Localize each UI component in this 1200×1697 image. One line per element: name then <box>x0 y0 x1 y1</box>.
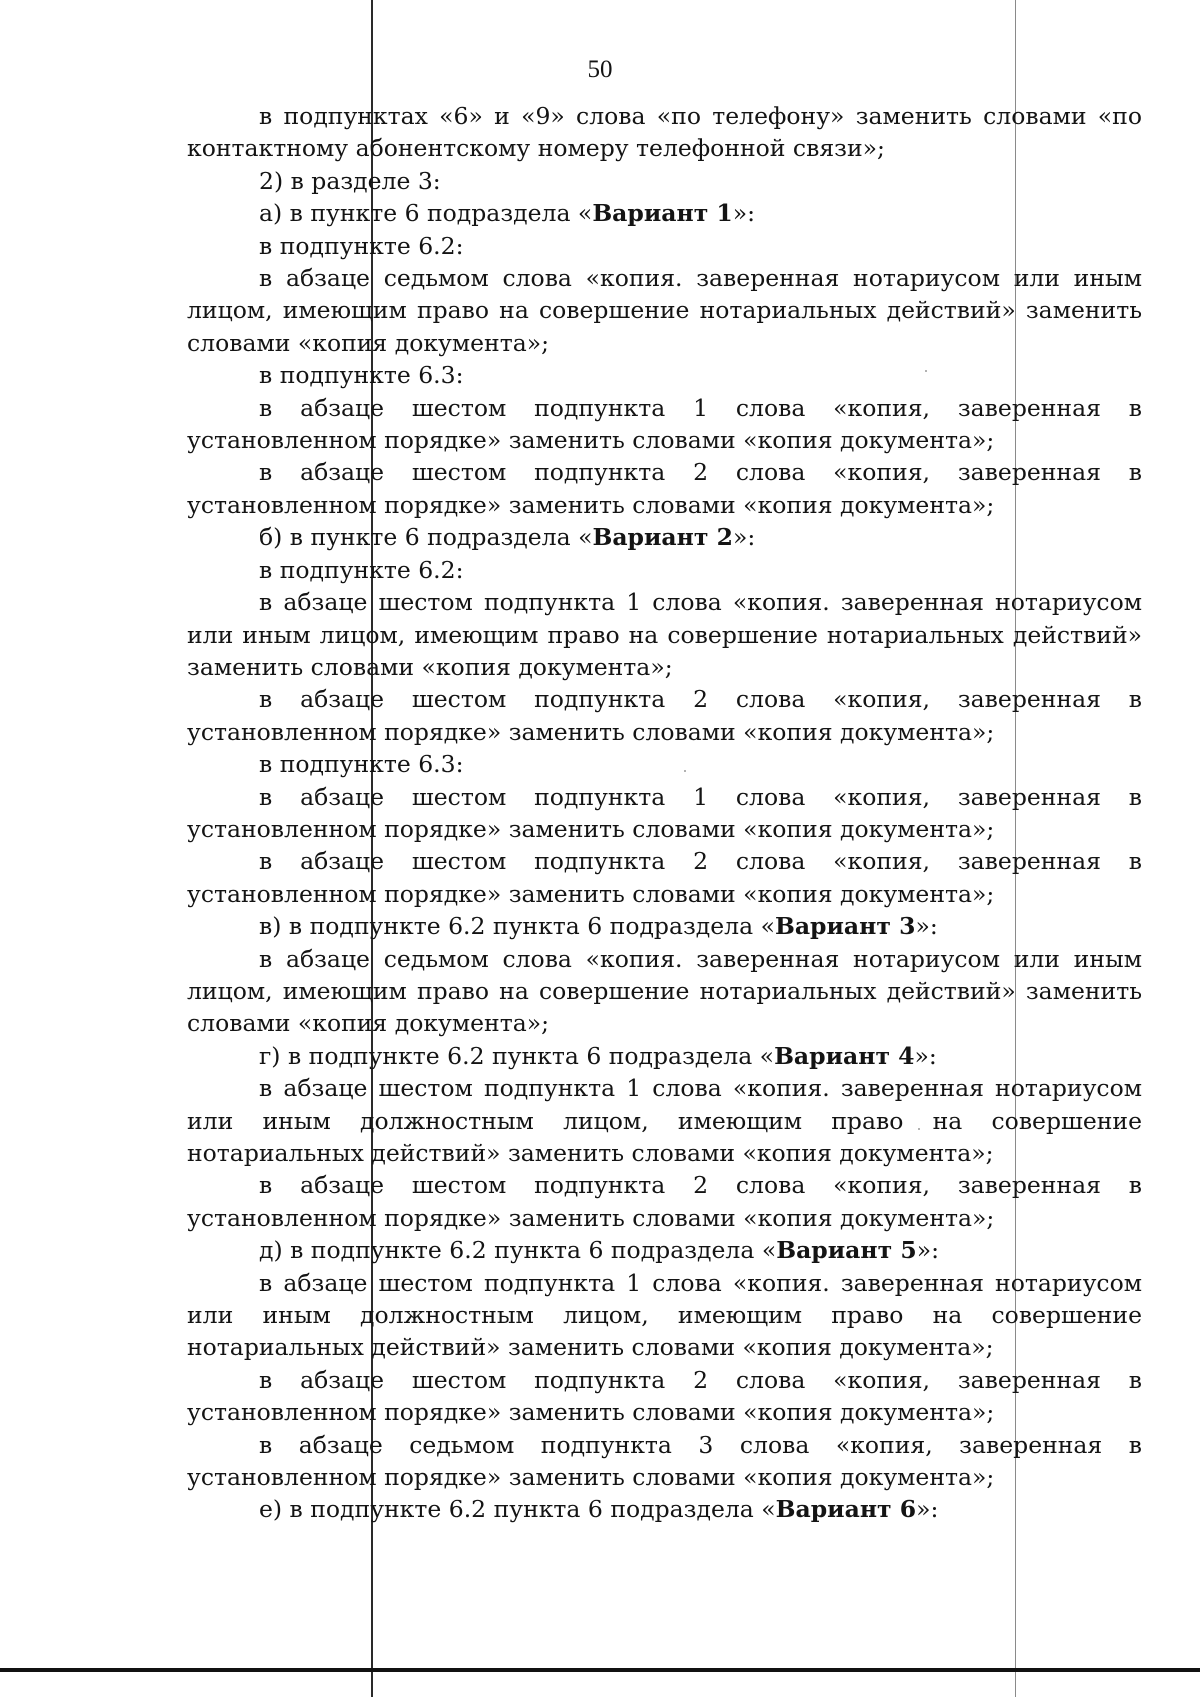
variant-name: Вариант 1 <box>592 199 733 228</box>
paragraph: в абзаце шестом подпункта 1 слова «копия. заверенная нотариусом или иным должностным лицом, имеющим право на совершение нотариальных действий» заменить словами «копия документа»; <box>187 1268 1142 1362</box>
paragraph: в абзаце шестом подпункта 1 слова «копия. заверенная нотариусом или иным должностным лицом, имеющим право на совершение нотариальных действий» заменить словами «копия документа»; <box>187 1074 1142 1167</box>
paragraph: в абзаце шестом подпункта 1 слова «копия, заверенная в установленном порядке» заменить словами «копия документа»; <box>187 782 1142 843</box>
paragraph: в абзаце шестом подпункта 2 слова «копия, заверенная в установленном порядке» заменить словами «копия документа»; <box>187 1171 1142 1232</box>
paragraph: в подпунктах «6» и «9» слова «по телефону» заменить словами «по контактному абонентскому номеру телефонной связи»; <box>187 102 1142 163</box>
document-body <box>187 100 1142 1526</box>
variant-name: Вариант 2 <box>592 523 733 552</box>
paragraph: в абзаце седьмом подпункта 3 слова «копия, заверенная в установленном порядке» заменить словами «копия документа»; <box>187 1430 1142 1492</box>
scan-bottom-edge <box>0 1668 1200 1672</box>
paragraph: в подпункте 6.2: <box>259 231 464 260</box>
paragraph: в абзаце шестом подпункта 1 слова «копия, заверенная в установленном порядке» заменить словами «копия документа»; <box>187 393 1142 455</box>
variant-item: в) в подпункте 6.2 пункта 6 подраздела «Вариант 3»: <box>259 912 938 941</box>
paragraph: в абзаце шестом подпункта 2 слова «копия, заверенная в установленном порядке» заменить словами «копия документа»; <box>187 458 1142 519</box>
paragraph: в подпункте 6.3: <box>259 361 464 390</box>
paragraph: в подпункте 6.3: <box>259 750 464 779</box>
variant-name: Вариант 3 <box>774 912 916 941</box>
paragraph: в подпункте 6.2: <box>259 555 464 584</box>
paragraph: в абзаце шестом подпункта 1 слова «копия. заверенная нотариусом или иным лицом, имеющим право на совершение нотариальных действий» заменить словами «копия документа»; <box>187 588 1142 681</box>
variant-name: Вариант 5 <box>776 1236 917 1265</box>
paragraph: в абзаце шестом подпункта 2 слова «копия, заверенная в установленном порядке» заменить словами «копия документа»; <box>187 1365 1142 1427</box>
variant-name: Вариант 4 <box>774 1041 915 1070</box>
paragraph: в абзаце седьмом слова «копия. заверенная нотариусом или иным лицом, имеющим право на совершение нотариальных действий» заменить словами «копия документа»; <box>187 264 1142 357</box>
paragraph: в абзаце шестом подпункта 2 слова «копия, заверенная в установленном порядке» заменить словами «копия документа»; <box>187 847 1142 908</box>
paragraph: 2) в разделе 3: <box>259 166 441 195</box>
variant-name: Вариант 6 <box>775 1495 917 1524</box>
variant-item: е) в подпункте 6.2 пункта 6 подраздела «Вариант 6»: <box>259 1495 939 1524</box>
page-number: 50 <box>587 56 613 83</box>
variant-item: а) в пункте 6 подраздела «Вариант 1»: <box>259 199 756 228</box>
variant-item: д) в подпункте 6.2 пункта 6 подраздела «Вариант 5»: <box>259 1236 939 1265</box>
variant-item: г) в подпункте 6.2 пункта 6 подраздела «Вариант 4»: <box>259 1041 937 1070</box>
variant-item: б) в пункте 6 подраздела «Вариант 2»: <box>259 523 756 552</box>
paragraph: в абзаце шестом подпункта 2 слова «копия, заверенная в установленном порядке» заменить словами «копия документа»; <box>187 685 1142 746</box>
paragraph: в абзаце седьмом слова «копия. заверенная нотариусом или иным лицом, имеющим право на совершение нотариальных действий» заменить словами «копия документа»; <box>187 944 1142 1038</box>
